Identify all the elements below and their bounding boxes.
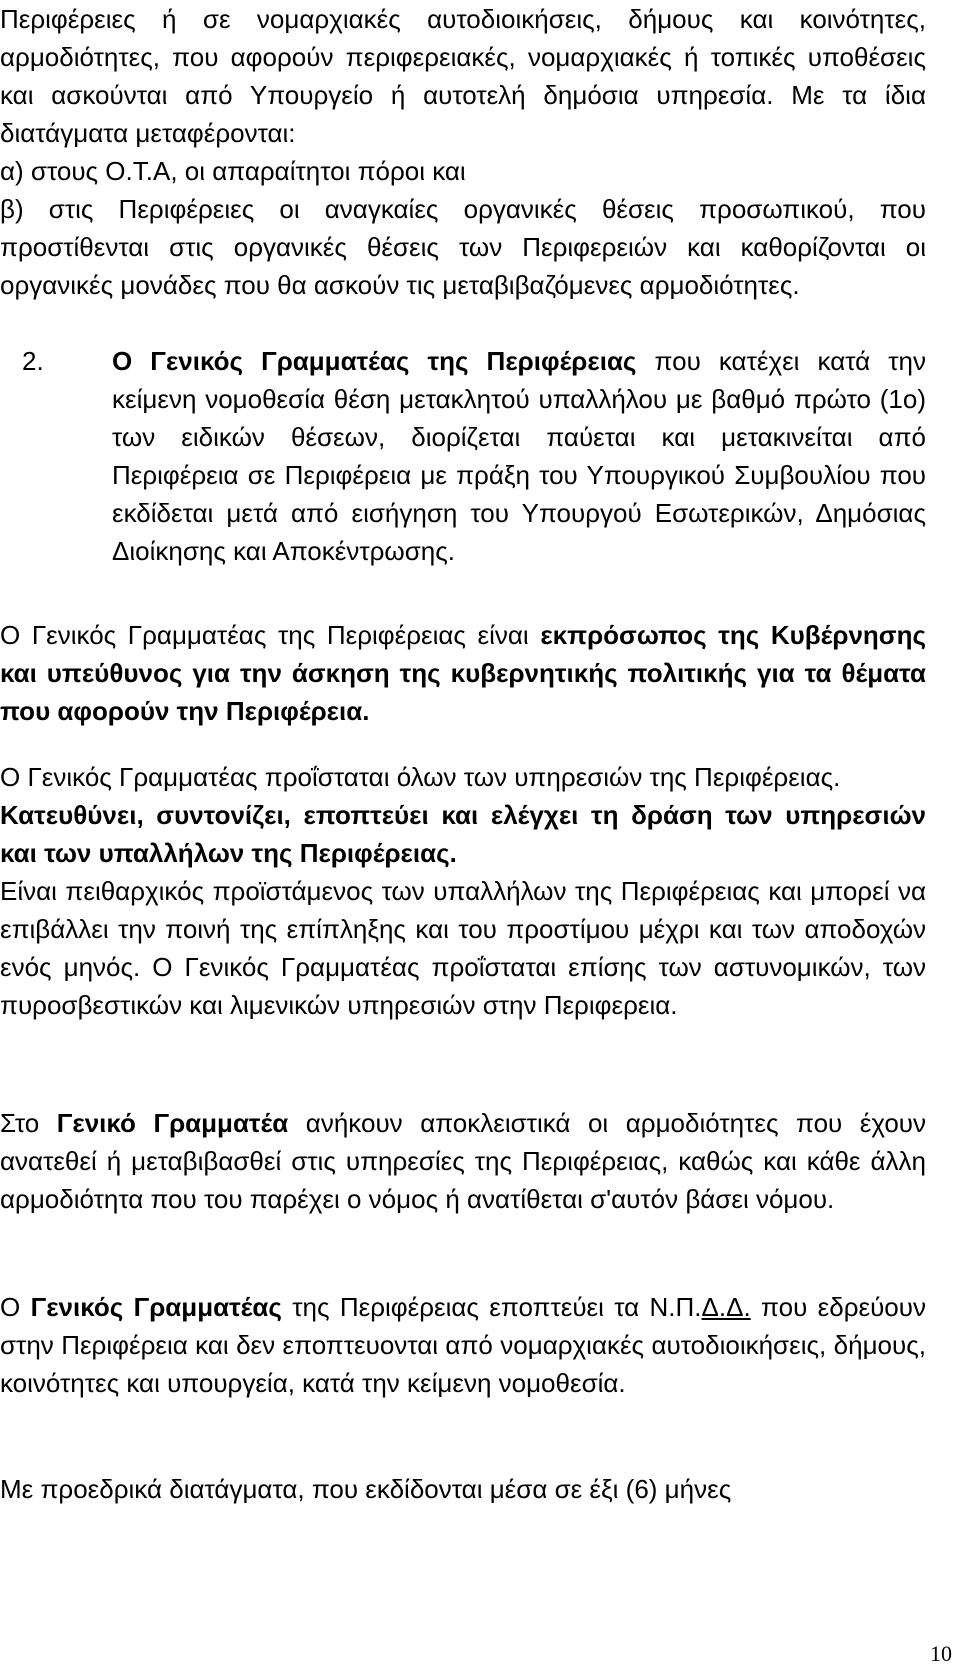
paragraph-text-end: που εδρεύουν στην Περιφέρεια και δεν εποπτευονται από νομαρχιακές αυτοδιοικήσεις, δήμους, κοινότητες και υπουργεία, κατά την κείμενη νομοθεσία. [0, 1292, 926, 1398]
page-number: 10 [930, 1641, 952, 1666]
bold-text: εκπρόσωπος της Κυβέρνησης και υπεύθυνος για την άσκηση της κυβερνητικής πολιτικής για τα θέματα που αφορούν την Περιφέρεια. [0, 620, 926, 726]
paragraph-transfer-competences [0, 0, 926, 304]
paragraph-competences [0, 1104, 926, 1218]
paragraph-text: Περιφέρειες ή σε νομαρχιακές αυτοδιοικήσεις, δήμους και κοινότητες, αρμοδιότητες, που αφορούν περιφερειακές, νομαρχιακές ή τοπικές υποθέσεις και ασκούνται από Υπουργείο ή αυτοτελή δημόσια υπηρεσία. Με τα ίδια διατάγματα μεταφέρονται: [0, 4, 926, 148]
paragraph-text: Στο [0, 1108, 57, 1138]
paragraph-text: Με προεδρικά διατάγματα, που εκδίδονται μέσα σε έξι (6) μήνες [0, 1474, 732, 1504]
list-item-b: β) στις Περιφέρειες οι αναγκαίες οργανικές θέσεις προσωπικού, που προστίθενται στις οργανικές θέσεις των Περιφερειών και καθορίζονται οι οργανικές μονάδες που θα ασκούν τις μεταβιβαζόμενες αρμοδιότητες. [0, 194, 926, 300]
bold-text: Γενικό Γραμματέα [56, 1108, 289, 1138]
paragraph-text-continued: ανήκουν αποκλειστικά οι αρμοδιότητες που έχουν ανατεθεί ή μεταβιβασθεί στις υπηρεσίες της Περιφέρειας, καθώς και κάθε άλλη αρμοδιότητα που του παρέχει ο νόμος ή ανατίθεται σ'αυτόν βάσει νόμου. [0, 1108, 927, 1214]
bold-text: Κατευθύνει, συντονίζει, εποπτεύει και ελέγχει τη δράση των υπηρεσιών και των υπαλλήλων της Περιφέρειας. [0, 800, 926, 868]
paragraph-text-continued: της Περιφέρειας εποπτεύει τα Ν.Π. [281, 1292, 702, 1322]
bold-lead: Ο Γενικός Γραμματέας της Περιφέρειας [112, 346, 637, 376]
list-item-a: α) στους Ο.Τ.Α, οι απαραίτητοι πόροι και [0, 156, 466, 186]
paragraph-text: που κατέχει κατά την κείμενη νομοθεσία θέση μετακλητού υπαλλήλου με βαθμό πρώτο (1ο) των ειδικών θέσεων, διορίζεται παύεται και μετακινείται από Περιφέρεια σε Περιφέρεια με πράξη του Υπουργικού Συμβουλίου που εκδίδεται μετά από εισήγηση του Υπουργού Εσωτερικών, Δημόσιας Διοίκησης και Αποκέντρωσης. [112, 346, 926, 566]
paragraph-supervision [0, 1288, 926, 1402]
paragraph-number: 2. [22, 346, 44, 376]
bold-text: Γενικός Γραμματέας [30, 1292, 282, 1322]
paragraph-text: Ο Γενικός Γραμματέας της Περιφέρειας είναι [0, 620, 541, 650]
paragraph-presidential-decrees [0, 1470, 926, 1508]
paragraph-text-continued: Είναι πειθαρχικός προϊστάμενος των υπαλλήλων της Περιφέρειας και μπορεί να επιβάλλει την ποινή της επίπληξης και του προστίμου μέχρι και των αποδοχών ενός μηνός. Ο Γενικός Γραμματέας προΐσταται επίσης των αστυνομικών, των πυροσβεστικών και λιμενικών υπηρεσιών στην Περιφερεια. [0, 876, 926, 1020]
underlined-text: Δ.Δ. [701, 1292, 751, 1322]
paragraph-text: Ο Γενικός Γραμματέας προΐσταται όλων των υπηρεσιών της Περιφέρειας. [0, 762, 841, 792]
paragraph-secretary-appointment [22, 342, 926, 570]
paragraph-head-of-services [0, 758, 926, 1024]
paragraph-text: Ο [0, 1292, 31, 1322]
paragraph-government-representative [0, 616, 926, 730]
